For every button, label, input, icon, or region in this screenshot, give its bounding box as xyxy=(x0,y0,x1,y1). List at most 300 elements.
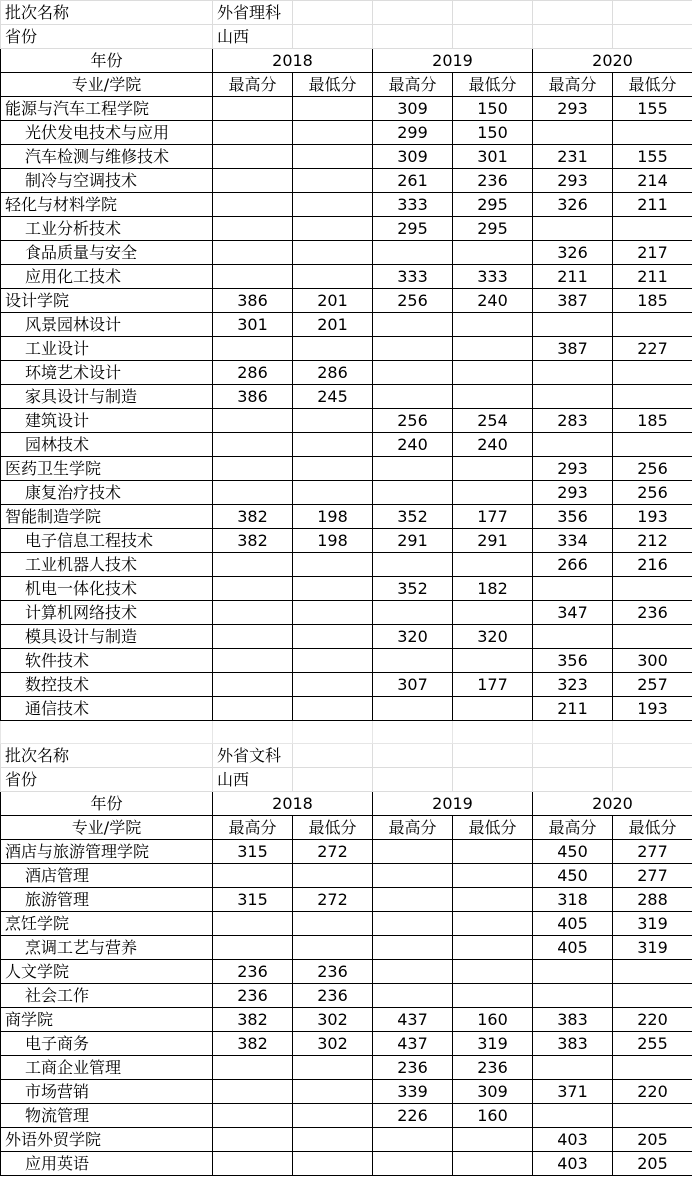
max-score-cell[interactable] xyxy=(533,385,613,409)
min-score-cell[interactable] xyxy=(453,601,533,625)
max-score-cell[interactable] xyxy=(213,1056,293,1080)
min-score-cell[interactable] xyxy=(453,553,533,577)
min-score-cell[interactable]: 212 xyxy=(613,529,692,553)
max-score-cell[interactable]: 236 xyxy=(213,960,293,984)
major-header-cell[interactable]: 专业/学院 xyxy=(1,816,213,840)
college-name-cell[interactable]: 外语外贸学院 xyxy=(1,1128,213,1152)
max-score-cell[interactable]: 236 xyxy=(213,984,293,1008)
min-score-cell[interactable]: 220 xyxy=(613,1080,692,1104)
empty-cell[interactable] xyxy=(373,721,453,744)
min-score-cell[interactable] xyxy=(293,481,373,505)
max-score-cell[interactable] xyxy=(213,265,293,289)
min-score-cell[interactable] xyxy=(613,313,692,337)
empty-cell[interactable] xyxy=(453,721,533,744)
empty-cell[interactable] xyxy=(1,721,213,744)
max-score-cell[interactable] xyxy=(533,217,613,241)
max-score-cell[interactable]: 299 xyxy=(373,121,453,145)
min-score-cell[interactable]: 227 xyxy=(613,337,692,361)
max-score-cell[interactable]: 211 xyxy=(533,697,613,721)
max-score-cell[interactable] xyxy=(373,960,453,984)
max-score-cell[interactable] xyxy=(213,936,293,960)
year-2019-header[interactable]: 2019 xyxy=(373,792,533,816)
min-score-cell[interactable]: 201 xyxy=(293,313,373,337)
college-name-cell[interactable]: 设计学院 xyxy=(1,289,213,313)
empty-cell[interactable] xyxy=(613,25,692,49)
min-score-cell[interactable] xyxy=(293,601,373,625)
max-score-cell[interactable]: 333 xyxy=(373,193,453,217)
min-score-cell[interactable]: 288 xyxy=(613,888,692,912)
year-2018-header[interactable]: 2018 xyxy=(213,792,373,816)
max-score-cell[interactable]: 387 xyxy=(533,289,613,313)
empty-cell[interactable] xyxy=(533,768,613,792)
max-score-cell[interactable]: 320 xyxy=(373,625,453,649)
max-score-cell[interactable] xyxy=(533,1104,613,1128)
max-score-cell[interactable]: 405 xyxy=(533,912,613,936)
min-score-cell[interactable]: 256 xyxy=(613,457,692,481)
min-score-cell[interactable]: 205 xyxy=(613,1128,692,1152)
max-score-cell[interactable]: 318 xyxy=(533,888,613,912)
min-score-cell[interactable] xyxy=(293,457,373,481)
max-score-cell[interactable] xyxy=(213,553,293,577)
max-score-cell[interactable] xyxy=(213,864,293,888)
max-score-cell[interactable] xyxy=(373,936,453,960)
max-score-cell[interactable]: 382 xyxy=(213,505,293,529)
empty-cell[interactable] xyxy=(453,25,533,49)
major-name-cell[interactable]: 应用化工技术 xyxy=(1,265,213,289)
min-score-cell[interactable] xyxy=(293,649,373,673)
min-score-cell[interactable] xyxy=(453,912,533,936)
max-score-cell[interactable]: 309 xyxy=(373,145,453,169)
max-score-cell[interactable] xyxy=(213,1104,293,1128)
max-score-cell[interactable]: 301 xyxy=(213,313,293,337)
max-score-header[interactable]: 最高分 xyxy=(533,73,613,97)
max-score-cell[interactable]: 231 xyxy=(533,145,613,169)
max-score-cell[interactable]: 226 xyxy=(373,1104,453,1128)
min-score-cell[interactable]: 300 xyxy=(613,649,692,673)
max-score-header[interactable]: 最高分 xyxy=(373,73,453,97)
max-score-cell[interactable]: 293 xyxy=(533,481,613,505)
max-score-cell[interactable]: 405 xyxy=(533,936,613,960)
major-name-cell[interactable]: 烹调工艺与营养 xyxy=(1,936,213,960)
min-score-cell[interactable]: 272 xyxy=(293,888,373,912)
min-score-header[interactable]: 最低分 xyxy=(293,816,373,840)
min-score-cell[interactable] xyxy=(613,577,692,601)
max-score-cell[interactable]: 326 xyxy=(533,241,613,265)
min-score-cell[interactable] xyxy=(613,960,692,984)
max-score-header[interactable]: 最高分 xyxy=(533,816,613,840)
min-score-cell[interactable]: 160 xyxy=(453,1008,533,1032)
min-score-cell[interactable] xyxy=(293,145,373,169)
max-score-cell[interactable]: 291 xyxy=(373,529,453,553)
max-score-cell[interactable] xyxy=(373,912,453,936)
year-2020-header[interactable]: 2020 xyxy=(533,792,692,816)
min-score-cell[interactable] xyxy=(613,361,692,385)
min-score-cell[interactable]: 198 xyxy=(293,529,373,553)
min-score-cell[interactable]: 198 xyxy=(293,505,373,529)
min-score-header[interactable]: 最低分 xyxy=(613,816,692,840)
max-score-cell[interactable]: 266 xyxy=(533,553,613,577)
min-score-cell[interactable] xyxy=(453,361,533,385)
major-name-cell[interactable]: 旅游管理 xyxy=(1,888,213,912)
max-score-cell[interactable]: 293 xyxy=(533,457,613,481)
empty-cell[interactable] xyxy=(373,25,453,49)
empty-cell[interactable] xyxy=(613,1,692,25)
year-2018-header[interactable]: 2018 xyxy=(213,49,373,73)
min-score-cell[interactable] xyxy=(453,649,533,673)
min-score-cell[interactable]: 240 xyxy=(453,433,533,457)
max-score-cell[interactable]: 307 xyxy=(373,673,453,697)
max-score-cell[interactable]: 347 xyxy=(533,601,613,625)
college-name-cell[interactable]: 医药卫生学院 xyxy=(1,457,213,481)
min-score-cell[interactable] xyxy=(293,433,373,457)
major-name-cell[interactable]: 软件技术 xyxy=(1,649,213,673)
min-score-cell[interactable] xyxy=(293,625,373,649)
major-name-cell[interactable]: 园林技术 xyxy=(1,433,213,457)
major-name-cell[interactable]: 物流管理 xyxy=(1,1104,213,1128)
min-score-cell[interactable]: 255 xyxy=(613,1032,692,1056)
max-score-cell[interactable] xyxy=(533,361,613,385)
min-score-cell[interactable]: 193 xyxy=(613,505,692,529)
max-score-cell[interactable]: 295 xyxy=(373,217,453,241)
empty-cell[interactable] xyxy=(293,25,373,49)
batch-label-cell[interactable]: 批次名称 xyxy=(1,1,213,25)
min-score-cell[interactable]: 185 xyxy=(613,409,692,433)
max-score-cell[interactable] xyxy=(373,241,453,265)
max-score-cell[interactable]: 240 xyxy=(373,433,453,457)
empty-cell[interactable] xyxy=(373,1,453,25)
min-score-header[interactable]: 最低分 xyxy=(613,73,692,97)
min-score-cell[interactable]: 319 xyxy=(613,912,692,936)
batch-value-cell[interactable]: 外省文科 xyxy=(213,744,293,768)
max-score-cell[interactable] xyxy=(213,241,293,265)
empty-cell[interactable] xyxy=(293,768,373,792)
min-score-cell[interactable] xyxy=(453,864,533,888)
min-score-cell[interactable]: 295 xyxy=(453,217,533,241)
province-value-cell[interactable]: 山西 xyxy=(213,25,293,49)
min-score-cell[interactable] xyxy=(293,409,373,433)
major-name-cell[interactable]: 建筑设计 xyxy=(1,409,213,433)
min-score-cell[interactable]: 205 xyxy=(613,1152,692,1176)
min-score-cell[interactable] xyxy=(293,217,373,241)
min-score-cell[interactable] xyxy=(613,121,692,145)
max-score-cell[interactable]: 352 xyxy=(373,577,453,601)
min-score-cell[interactable] xyxy=(293,121,373,145)
min-score-cell[interactable] xyxy=(293,337,373,361)
empty-cell[interactable] xyxy=(293,744,373,768)
empty-cell[interactable] xyxy=(533,721,613,744)
max-score-cell[interactable] xyxy=(213,457,293,481)
major-name-cell[interactable]: 工业分析技术 xyxy=(1,217,213,241)
max-score-cell[interactable]: 333 xyxy=(373,265,453,289)
max-score-cell[interactable] xyxy=(533,1056,613,1080)
max-score-cell[interactable] xyxy=(213,121,293,145)
min-score-cell[interactable] xyxy=(453,840,533,864)
min-score-cell[interactable] xyxy=(613,1104,692,1128)
min-score-cell[interactable] xyxy=(293,1104,373,1128)
major-name-cell[interactable]: 模具设计与制造 xyxy=(1,625,213,649)
max-score-cell[interactable] xyxy=(373,864,453,888)
max-score-cell[interactable] xyxy=(533,577,613,601)
max-score-cell[interactable]: 293 xyxy=(533,169,613,193)
min-score-cell[interactable] xyxy=(293,193,373,217)
min-score-cell[interactable] xyxy=(293,97,373,121)
major-name-cell[interactable]: 市场营销 xyxy=(1,1080,213,1104)
empty-cell[interactable] xyxy=(533,25,613,49)
min-score-cell[interactable]: 220 xyxy=(613,1008,692,1032)
min-score-cell[interactable] xyxy=(453,960,533,984)
max-score-cell[interactable] xyxy=(373,1128,453,1152)
min-score-cell[interactable]: 291 xyxy=(453,529,533,553)
max-score-cell[interactable] xyxy=(213,145,293,169)
min-score-cell[interactable]: 155 xyxy=(613,145,692,169)
min-score-cell[interactable] xyxy=(293,265,373,289)
max-score-cell[interactable]: 315 xyxy=(213,840,293,864)
max-score-cell[interactable]: 352 xyxy=(373,505,453,529)
max-score-cell[interactable]: 356 xyxy=(533,649,613,673)
min-score-cell[interactable] xyxy=(453,457,533,481)
min-score-cell[interactable]: 185 xyxy=(613,289,692,313)
max-score-cell[interactable] xyxy=(213,433,293,457)
min-score-cell[interactable] xyxy=(613,217,692,241)
empty-cell[interactable] xyxy=(373,768,453,792)
year-header-cell[interactable]: 年份 xyxy=(1,792,213,816)
college-name-cell[interactable]: 智能制造学院 xyxy=(1,505,213,529)
max-score-cell[interactable] xyxy=(373,361,453,385)
max-score-cell[interactable] xyxy=(213,697,293,721)
max-score-cell[interactable]: 356 xyxy=(533,505,613,529)
college-name-cell[interactable]: 烹饪学院 xyxy=(1,912,213,936)
max-score-cell[interactable] xyxy=(213,649,293,673)
max-score-cell[interactable]: 403 xyxy=(533,1128,613,1152)
empty-cell[interactable] xyxy=(613,768,692,792)
min-score-cell[interactable] xyxy=(293,553,373,577)
min-score-cell[interactable] xyxy=(293,1080,373,1104)
major-name-cell[interactable]: 环境艺术设计 xyxy=(1,361,213,385)
min-score-cell[interactable] xyxy=(453,936,533,960)
max-score-cell[interactable] xyxy=(373,385,453,409)
max-score-cell[interactable]: 286 xyxy=(213,361,293,385)
empty-cell[interactable] xyxy=(293,1,373,25)
province-label-cell[interactable]: 省份 xyxy=(1,25,213,49)
major-name-cell[interactable]: 食品质量与安全 xyxy=(1,241,213,265)
max-score-cell[interactable] xyxy=(373,984,453,1008)
major-header-cell[interactable]: 专业/学院 xyxy=(1,73,213,97)
max-score-cell[interactable] xyxy=(373,697,453,721)
max-score-cell[interactable] xyxy=(213,1152,293,1176)
min-score-cell[interactable]: 319 xyxy=(453,1032,533,1056)
empty-cell[interactable] xyxy=(293,721,373,744)
max-score-cell[interactable]: 382 xyxy=(213,1008,293,1032)
major-name-cell[interactable]: 电子信息工程技术 xyxy=(1,529,213,553)
min-score-cell[interactable] xyxy=(453,1152,533,1176)
max-score-cell[interactable] xyxy=(533,121,613,145)
min-score-cell[interactable] xyxy=(293,241,373,265)
max-score-cell[interactable]: 450 xyxy=(533,840,613,864)
major-name-cell[interactable]: 家具设计与制造 xyxy=(1,385,213,409)
min-score-cell[interactable]: 272 xyxy=(293,840,373,864)
min-score-cell[interactable]: 211 xyxy=(613,265,692,289)
max-score-cell[interactable] xyxy=(213,1128,293,1152)
max-score-cell[interactable] xyxy=(373,1152,453,1176)
max-score-cell[interactable]: 450 xyxy=(533,864,613,888)
max-score-header[interactable]: 最高分 xyxy=(213,816,293,840)
min-score-cell[interactable]: 201 xyxy=(293,289,373,313)
empty-cell[interactable] xyxy=(373,744,453,768)
max-score-cell[interactable] xyxy=(533,433,613,457)
max-score-header[interactable]: 最高分 xyxy=(213,73,293,97)
max-score-cell[interactable] xyxy=(373,649,453,673)
min-score-cell[interactable]: 216 xyxy=(613,553,692,577)
max-score-header[interactable]: 最高分 xyxy=(373,816,453,840)
max-score-cell[interactable] xyxy=(533,960,613,984)
min-score-cell[interactable]: 333 xyxy=(453,265,533,289)
min-score-cell[interactable] xyxy=(453,984,533,1008)
max-score-cell[interactable] xyxy=(213,577,293,601)
college-name-cell[interactable]: 轻化与材料学院 xyxy=(1,193,213,217)
college-name-cell[interactable]: 商学院 xyxy=(1,1008,213,1032)
min-score-cell[interactable] xyxy=(293,864,373,888)
max-score-cell[interactable]: 283 xyxy=(533,409,613,433)
major-name-cell[interactable]: 光伏发电技术与应用 xyxy=(1,121,213,145)
min-score-cell[interactable]: 245 xyxy=(293,385,373,409)
min-score-cell[interactable] xyxy=(613,1056,692,1080)
max-score-cell[interactable]: 387 xyxy=(533,337,613,361)
major-name-cell[interactable]: 汽车检测与维修技术 xyxy=(1,145,213,169)
min-score-cell[interactable]: 150 xyxy=(453,97,533,121)
college-name-cell[interactable]: 酒店与旅游管理学院 xyxy=(1,840,213,864)
max-score-cell[interactable] xyxy=(213,1080,293,1104)
max-score-cell[interactable]: 403 xyxy=(533,1152,613,1176)
max-score-cell[interactable] xyxy=(213,97,293,121)
min-score-cell[interactable]: 309 xyxy=(453,1080,533,1104)
empty-cell[interactable] xyxy=(613,744,692,768)
max-score-cell[interactable]: 339 xyxy=(373,1080,453,1104)
min-score-cell[interactable]: 286 xyxy=(293,361,373,385)
max-score-cell[interactable]: 383 xyxy=(533,1032,613,1056)
min-score-cell[interactable]: 193 xyxy=(613,697,692,721)
min-score-cell[interactable] xyxy=(453,313,533,337)
min-score-cell[interactable] xyxy=(293,673,373,697)
min-score-cell[interactable] xyxy=(613,984,692,1008)
major-name-cell[interactable]: 计算机网络技术 xyxy=(1,601,213,625)
min-score-cell[interactable]: 302 xyxy=(293,1008,373,1032)
max-score-cell[interactable] xyxy=(213,912,293,936)
max-score-cell[interactable] xyxy=(213,409,293,433)
min-score-cell[interactable] xyxy=(453,337,533,361)
major-name-cell[interactable]: 工业设计 xyxy=(1,337,213,361)
max-score-cell[interactable]: 256 xyxy=(373,289,453,313)
max-score-cell[interactable] xyxy=(373,313,453,337)
max-score-cell[interactable]: 323 xyxy=(533,673,613,697)
min-score-cell[interactable]: 211 xyxy=(613,193,692,217)
min-score-cell[interactable]: 256 xyxy=(613,481,692,505)
min-score-cell[interactable] xyxy=(453,481,533,505)
max-score-cell[interactable] xyxy=(373,888,453,912)
max-score-cell[interactable] xyxy=(533,984,613,1008)
province-value-cell[interactable]: 山西 xyxy=(213,768,293,792)
min-score-cell[interactable]: 155 xyxy=(613,97,692,121)
min-score-cell[interactable]: 236 xyxy=(293,984,373,1008)
min-score-cell[interactable]: 301 xyxy=(453,145,533,169)
max-score-cell[interactable] xyxy=(373,553,453,577)
max-score-cell[interactable] xyxy=(213,169,293,193)
college-name-cell[interactable]: 能源与汽车工程学院 xyxy=(1,97,213,121)
min-score-cell[interactable]: 277 xyxy=(613,864,692,888)
min-score-cell[interactable]: 257 xyxy=(613,673,692,697)
max-score-cell[interactable]: 315 xyxy=(213,888,293,912)
max-score-cell[interactable]: 211 xyxy=(533,265,613,289)
min-score-cell[interactable] xyxy=(293,912,373,936)
min-score-cell[interactable] xyxy=(453,888,533,912)
major-name-cell[interactable]: 康复治疗技术 xyxy=(1,481,213,505)
max-score-cell[interactable]: 386 xyxy=(213,289,293,313)
major-name-cell[interactable]: 风景园林设计 xyxy=(1,313,213,337)
max-score-cell[interactable] xyxy=(213,217,293,241)
max-score-cell[interactable] xyxy=(213,673,293,697)
college-name-cell[interactable]: 人文学院 xyxy=(1,960,213,984)
min-score-cell[interactable]: 302 xyxy=(293,1032,373,1056)
min-score-cell[interactable] xyxy=(293,169,373,193)
max-score-cell[interactable]: 236 xyxy=(373,1056,453,1080)
max-score-cell[interactable]: 382 xyxy=(213,1032,293,1056)
year-2019-header[interactable]: 2019 xyxy=(373,49,533,73)
min-score-cell[interactable]: 177 xyxy=(453,505,533,529)
major-name-cell[interactable]: 制冷与空调技术 xyxy=(1,169,213,193)
major-name-cell[interactable]: 工商企业管理 xyxy=(1,1056,213,1080)
batch-value-cell[interactable]: 外省理科 xyxy=(213,1,293,25)
min-score-cell[interactable] xyxy=(453,697,533,721)
min-score-cell[interactable]: 236 xyxy=(453,169,533,193)
max-score-cell[interactable] xyxy=(533,625,613,649)
major-name-cell[interactable]: 机电一体化技术 xyxy=(1,577,213,601)
max-score-cell[interactable] xyxy=(373,840,453,864)
min-score-cell[interactable] xyxy=(293,697,373,721)
max-score-cell[interactable]: 371 xyxy=(533,1080,613,1104)
empty-cell[interactable] xyxy=(533,744,613,768)
min-score-cell[interactable] xyxy=(613,433,692,457)
major-name-cell[interactable]: 通信技术 xyxy=(1,697,213,721)
min-score-cell[interactable]: 177 xyxy=(453,673,533,697)
max-score-cell[interactable]: 293 xyxy=(533,97,613,121)
min-score-cell[interactable]: 295 xyxy=(453,193,533,217)
max-score-cell[interactable]: 437 xyxy=(373,1008,453,1032)
min-score-cell[interactable] xyxy=(293,1152,373,1176)
min-score-header[interactable]: 最低分 xyxy=(453,816,533,840)
max-score-cell[interactable] xyxy=(213,193,293,217)
max-score-cell[interactable]: 382 xyxy=(213,529,293,553)
max-score-cell[interactable]: 326 xyxy=(533,193,613,217)
min-score-cell[interactable]: 217 xyxy=(613,241,692,265)
year-2020-header[interactable]: 2020 xyxy=(533,49,692,73)
min-score-cell[interactable] xyxy=(293,1056,373,1080)
min-score-cell[interactable]: 236 xyxy=(613,601,692,625)
max-score-cell[interactable]: 256 xyxy=(373,409,453,433)
year-header-cell[interactable]: 年份 xyxy=(1,49,213,73)
min-score-header[interactable]: 最低分 xyxy=(293,73,373,97)
min-score-cell[interactable]: 236 xyxy=(453,1056,533,1080)
max-score-cell[interactable]: 309 xyxy=(373,97,453,121)
min-score-cell[interactable] xyxy=(293,577,373,601)
max-score-cell[interactable] xyxy=(373,457,453,481)
min-score-cell[interactable]: 240 xyxy=(453,289,533,313)
min-score-cell[interactable] xyxy=(453,1128,533,1152)
empty-cell[interactable] xyxy=(213,721,293,744)
min-score-cell[interactable] xyxy=(293,1128,373,1152)
min-score-cell[interactable]: 320 xyxy=(453,625,533,649)
batch-label-cell[interactable]: 批次名称 xyxy=(1,744,213,768)
empty-cell[interactable] xyxy=(453,1,533,25)
major-name-cell[interactable]: 数控技术 xyxy=(1,673,213,697)
